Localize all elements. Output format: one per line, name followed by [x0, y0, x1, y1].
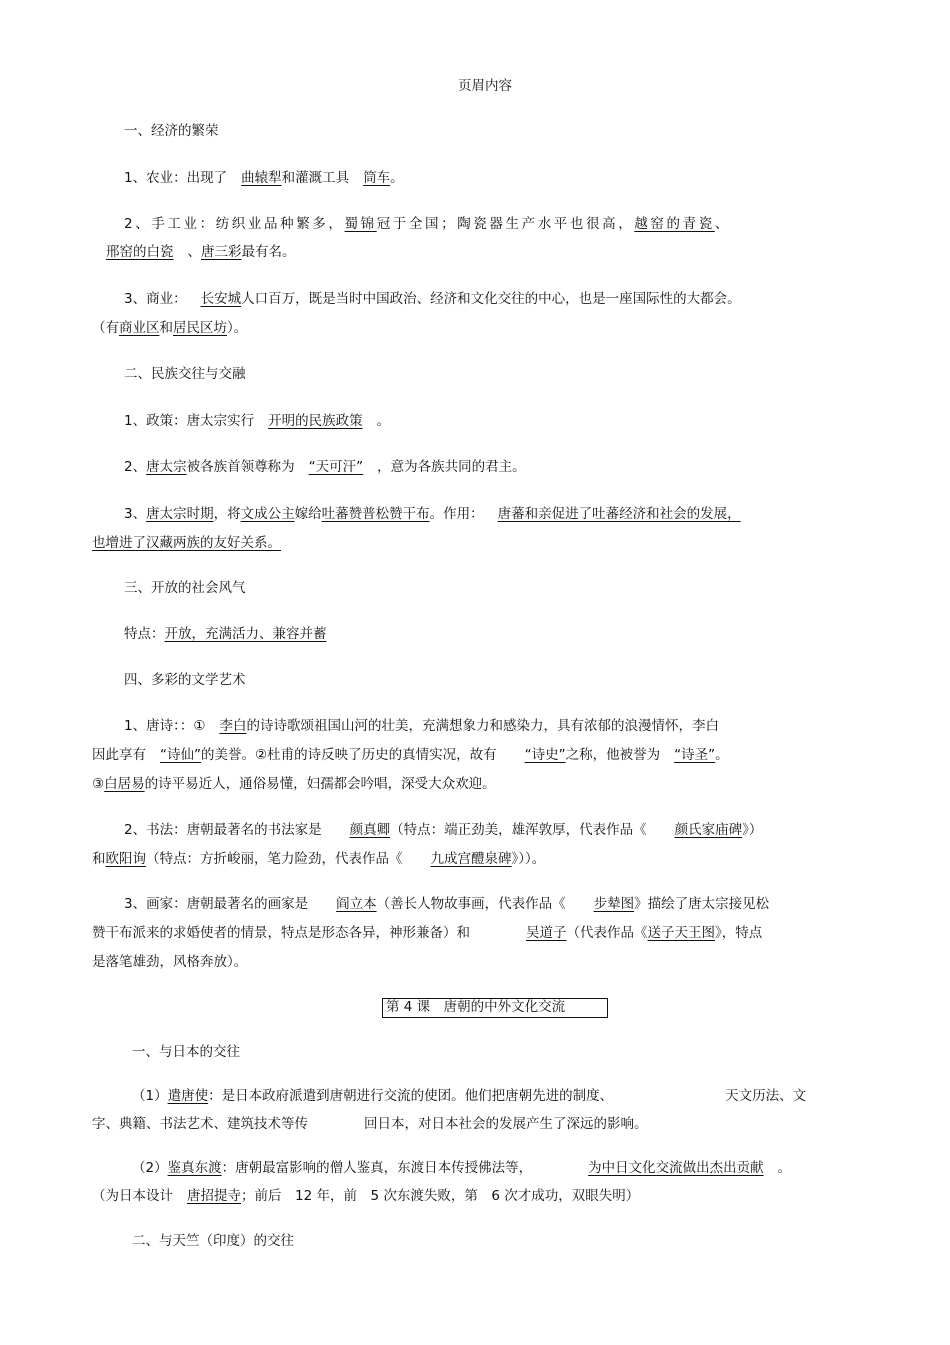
blank-answer: 唐太宗时期 [146, 506, 214, 522]
text: ）。 [227, 320, 248, 336]
paragraph-calligraphy-line1 [124, 824, 762, 838]
paragraph-princess-line1 [124, 508, 741, 522]
paragraph-calligraphy-line2 [92, 853, 545, 867]
blank-answer: “天可汗” [308, 459, 364, 475]
blank-answer: 唐招提寺 [187, 1188, 241, 1204]
lesson-title: 第 4 课 唐朝的中外文化交流 [386, 999, 566, 1016]
text: 字、典籍、书法艺术、建筑技术等传 [92, 1116, 308, 1132]
text: （善长人物故事画，代表作品《 [376, 896, 566, 912]
text: 1、政策：唐太宗实行 [124, 413, 255, 429]
blank-answer: 阎立本 [336, 896, 377, 912]
blank-answer: 蜀锦 [344, 216, 377, 232]
blank-answer: 也增进了汉藏两族的友好关系。 [92, 535, 281, 551]
paragraph-poetry-line1 [124, 720, 719, 734]
text: 3、商业： [124, 291, 187, 307]
text: （代表作品《 [566, 925, 648, 941]
blank-answer: 吴道子 [526, 925, 567, 941]
blank-answer: 商业区 [119, 320, 160, 336]
paragraph-envoy-line1 [132, 1090, 806, 1104]
blank-answer: 文成公主 [240, 506, 295, 522]
text: 回日本，对日本社会的发展产生了深远的影响。 [364, 1116, 648, 1132]
text: 特点： [124, 626, 165, 642]
text: ；前后 12 年，前 5 次东渡失败，第 6 次才成功，双眼失明） [241, 1188, 640, 1204]
text: （特点：端正劲美，雄浑敦厚，代表作品《 [390, 822, 647, 838]
blank-answer: 曲辕犁 [241, 170, 282, 186]
paragraph-poetry-line3 [92, 778, 496, 792]
blank-answer: 颜真卿 [349, 822, 391, 838]
text: 最有名。 [241, 244, 296, 260]
paragraph-jianzhen-line1 [132, 1162, 791, 1176]
text: （1） [132, 1088, 168, 1104]
text: 》） [742, 822, 763, 838]
blank-answer: “诗史” [524, 747, 566, 763]
section-title-literature: 四、多彩的文学艺术 [124, 672, 246, 688]
paragraph-envoy-line2 [92, 1118, 648, 1132]
paragraph-commerce-line1 [124, 293, 741, 307]
text: （为日本设计 [92, 1188, 173, 1204]
text: 1、唐诗：：① [124, 718, 206, 734]
text: 。 [715, 747, 729, 763]
text: 之称，他被誉为 [565, 747, 661, 763]
text: ，将 [213, 506, 241, 522]
section-title-india: 二、与天竺（印度）的交往 [132, 1233, 294, 1249]
text: （2） [132, 1160, 168, 1176]
section-title-japan: 一、与日本的交往 [132, 1044, 240, 1060]
paragraph-handicraft-line1 [124, 218, 731, 232]
paragraph-princess-line2 [92, 537, 281, 551]
text: ③ [92, 776, 105, 792]
blank-answer: 为中日文化交流做出杰出贡献 [588, 1160, 764, 1176]
blank-answer: 长安城 [200, 291, 242, 307]
blank-answer: 白居易 [104, 776, 145, 792]
blank-answer: 吐蕃赞普松赞干布 [321, 506, 430, 522]
text: 被各族首领尊称为 [186, 459, 295, 475]
paragraph-khan [124, 461, 526, 475]
paragraph-handicraft-line2 [106, 246, 296, 260]
text: 。 [390, 170, 404, 186]
text: ，意为各族共同的君主。 [377, 459, 526, 475]
blank-answer: 邢窑的白瓷 [106, 244, 174, 260]
blank-answer: 遣唐使 [167, 1088, 209, 1104]
text: 的美誉。②杜甫的诗反映了历史的真情实况，故有 [201, 747, 497, 763]
section-title-economy: 一、经济的繁荣 [124, 123, 219, 139]
text: ：是日本政府派遣到唐朝进行交流的使团。他们把唐朝先进的制度、 [208, 1088, 614, 1104]
text: 的诗诗歌颂祖国山河的壮美，充满想象力和感染力，具有浓郁的浪漫情怀，李白 [246, 718, 719, 734]
blank-answer: “诗圣” [674, 747, 716, 763]
text: 》））。 [511, 851, 546, 867]
text: ：唐朝最富影响的僧人鉴真，东渡日本传授佛法等， [221, 1160, 533, 1176]
text: 赞干布派来的求婚使者的情景，特点是形态各异，神形兼备）和 [92, 925, 470, 941]
text: 3、画家：唐朝最著名的画家是 [124, 896, 309, 912]
text: 》描绘了唐太宗接见松 [634, 896, 770, 912]
text: 和 [159, 320, 173, 336]
paragraph-painting-line3: 是落笔雄劲，风格奔放）。 [92, 954, 248, 970]
text: （有 [92, 320, 119, 336]
blank-answer: 步辇图 [593, 896, 635, 912]
paragraph-painting-line2 [92, 927, 762, 941]
text: 人口百万，既是当时中国政治、经济和文化交往的中心，也是一座国际性的大都会。 [241, 291, 741, 307]
section-title-society: 三、开放的社会风气 [124, 580, 246, 596]
text: 因此享有 [92, 747, 146, 763]
text: 2、书法：唐朝最著名的书法家是 [124, 822, 322, 838]
text: 、 [187, 244, 201, 260]
paragraph-features [124, 628, 327, 642]
blank-answer: 唐太宗 [146, 459, 187, 475]
text: 。 [376, 413, 391, 429]
text: 嫁给 [294, 506, 322, 522]
blank-answer: 唐蕃和亲促进了吐蕃经济和社会的发展， [497, 506, 741, 522]
text: 3、 [124, 506, 147, 522]
text: 和灌溉工具 [281, 170, 350, 186]
text: 。 [777, 1160, 792, 1176]
text: 2、 [124, 459, 147, 475]
paragraph-policy [124, 415, 390, 429]
blank-answer: 开放，充满活力、兼容并蓄 [164, 626, 327, 642]
paragraph-poetry-line2 [92, 749, 729, 763]
paragraph-painting-line1 [124, 898, 769, 912]
blank-answer: 居民区坊 [173, 320, 227, 336]
blank-answer: 李白 [219, 718, 247, 734]
blank-answer: 送子天王图 [647, 925, 715, 941]
text: 》，特点 [715, 925, 763, 941]
text: 。作用： [429, 506, 484, 522]
blank-answer: 九成宫醴泉碑 [430, 851, 512, 867]
text: 2、手工业：纺织业品种繁多， [124, 216, 345, 232]
lesson-title-box [382, 998, 608, 1018]
blank-answer: 鉴真东渡 [167, 1160, 222, 1176]
blank-answer: 开明的民族政策 [268, 413, 363, 429]
text: 天文历法、文 [725, 1088, 807, 1104]
blank-answer: “诗仙” [160, 747, 201, 763]
text: 1、农业：出现了 [124, 170, 228, 186]
text: （特点：方折峻丽，笔力险劲，代表作品《 [146, 851, 403, 867]
text: 和 [92, 851, 106, 867]
text: 、 [714, 216, 731, 232]
section-title-ethnic: 二、民族交往与交融 [124, 366, 246, 382]
text: 的诗平易近人，通俗易懂，妇孺都会吟唱，深受大众欢迎。 [144, 776, 496, 792]
blank-answer: 欧阳询 [105, 851, 146, 867]
page-header: 页眉内容 [458, 78, 512, 94]
paragraph-agriculture [124, 172, 404, 186]
blank-answer: 颜氏家庙碑 [674, 822, 743, 838]
blank-answer: 筒车 [363, 170, 391, 186]
paragraph-jianzhen-line2 [92, 1190, 639, 1204]
blank-answer: 唐三彩 [201, 244, 242, 260]
blank-answer: 越窑的青瓷 [634, 216, 715, 232]
text: 冠于全国；陶瓷器生产水平也很高， [376, 216, 635, 232]
paragraph-commerce-line2 [92, 322, 247, 336]
